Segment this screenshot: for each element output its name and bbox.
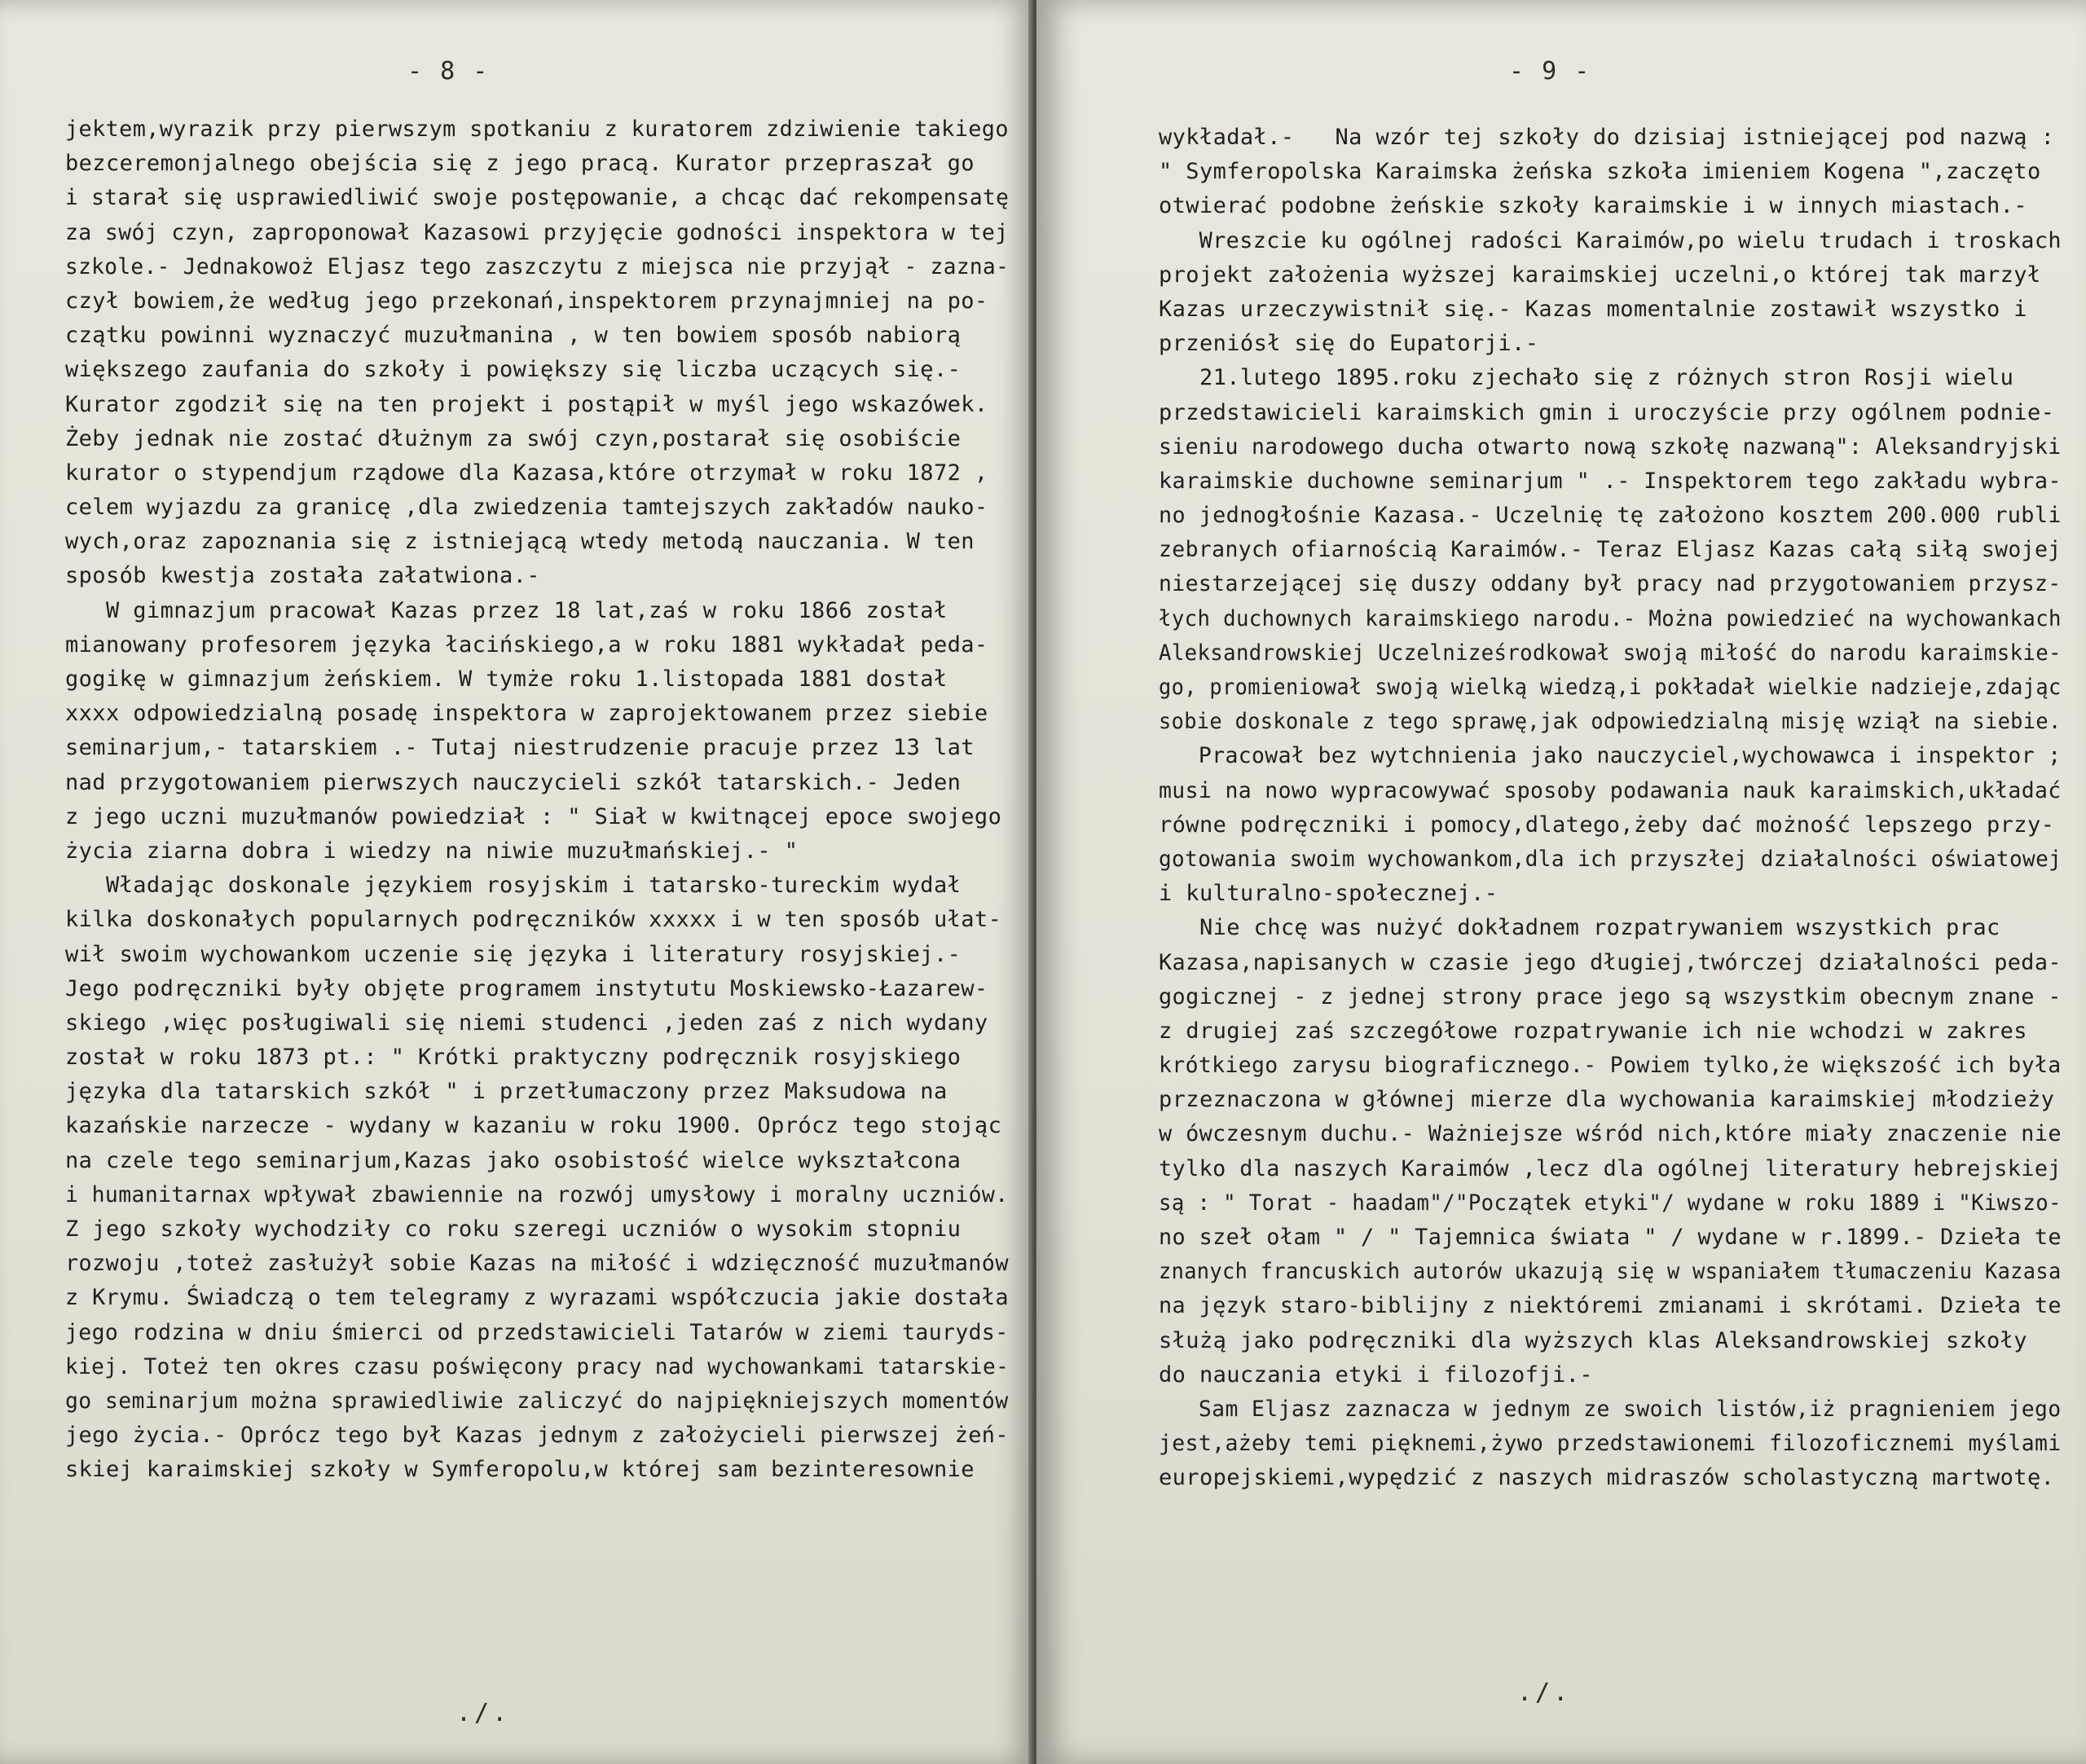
text-line: życia ziarna dobra i wiedzy na niwie muzułmańskiej.- ": [65, 838, 799, 864]
text-line: większego zaufania do szkoły i powiększy się liczba uczących się.-: [65, 357, 962, 383]
text-line: nad przygotowaniem pierwszych nauczycieli szkół tatarskich.- Jeden: [65, 769, 962, 795]
left-page: [0, 0, 1033, 1764]
text-line: rozwoju ,toteż zasłużył sobie Kazas na miłość i wdzięczność muzułmanów: [65, 1251, 1009, 1277]
text-line: Żeby jednak nie zostać dłużnym za swój czyn,postarał się osobiście: [65, 425, 962, 451]
text-line: kurator o stypendjum rządowe dla Kazasa,które otrzymał w roku 1872 ,: [65, 460, 988, 486]
text-line: tylko dla naszych Karaimów ,lecz dla ogólnej literatury hebrejskiej: [1159, 1155, 2062, 1181]
text-line: seminarjum,- tatarskiem .- Tutaj niestrudzenie pracuje przez 13 lat: [65, 735, 975, 761]
text-line: go, promieniował swoją wielką wiedzą,i pokładał wielkie nadzieje,zdając: [1159, 675, 2062, 700]
text-line: Aleksandrowskiej Uczelniześrodkował swoją miłość do narodu karaimskie-: [1159, 640, 2062, 666]
text-line: Wreszcie ku ogólnej radości Karaimów,po wielu trudach i troskach: [1159, 227, 2062, 253]
text-line: na czele tego seminarjum,Kazas jako osobistość wielce wykształcona: [65, 1147, 962, 1173]
text-line: kilka doskonałych popularnych podręczników xxxxx i w ten sposób ułat-: [65, 907, 1002, 933]
text-line: do nauczania etyki i filozofji.-: [1159, 1361, 1593, 1388]
text-line: karaimskie duchowne seminarjum " .- Inspektorem tego zakładu wybra-: [1159, 468, 2062, 494]
text-line: jego życia.- Oprócz tego był Kazas jednym z założycieli pierwszej żeń-: [65, 1423, 1009, 1449]
text-line: łych duchownych karaimskiego narodu.- Można powiedzieć na wychowankach: [1159, 605, 2062, 631]
text-line: niestarzejącej się duszy oddany był pracy nad przygotowaniem przysz-: [1159, 571, 2062, 597]
text-line: Kazas urzeczywistnił się.- Kazas momentalnie zostawił wszystko i: [1159, 296, 2027, 322]
text-line: go seminarjum można sprawiedliwie zaliczyć do najpiękniejszych momentów: [65, 1388, 1009, 1414]
text-line: przeznaczona w głównej mierze dla wychowania karaimskiej młodzieży: [1159, 1087, 2055, 1113]
text-line: wił swoim wychowankom uczenie się języka i literatury rosyjskiej.-: [65, 941, 962, 967]
text-line: mianowany profesorem języka łacińskiego,a w roku 1881 wykładał peda-: [65, 631, 988, 658]
text-line: no szeł ołam " / " Tajemnica świata " / wydane w r.1899.- Dzieła te: [1159, 1225, 2062, 1250]
text-line: Władając doskonale językiem rosyjskim i tatarsko-tureckim wydał: [65, 873, 962, 899]
right-page: [1036, 0, 2086, 1764]
text-line: W gimnazjum pracował Kazas przez 18 lat,zaś w roku 1866 został: [65, 597, 948, 623]
text-line: Kazasa,napisanych w czasie jego długiej,twórczej działalności peda-: [1159, 949, 2062, 975]
text-line: z drugiej zaś szczegółowe rozpatrywanie ich nie wchodzi w zakres: [1159, 1018, 2027, 1044]
text-line: są : " Torat - haadam"/"Początek etyki"/ wydane w roku 1889 i "Kiwszo-: [1159, 1190, 2062, 1216]
text-line: został w roku 1873 pt.: " Krótki praktyczny podręcznik rosyjskiego: [65, 1045, 962, 1071]
text-line: z Krymu. Świadczą o tem telegramy z wyrazami współczucia jakie dostała: [65, 1285, 1009, 1311]
text-line: Sam Eljasz zaznacza w jednym ze swoich listów,iż pragnieniem jego: [1159, 1396, 2062, 1422]
text-line: Z jego szkoły wychodziły co roku szeregi uczniów o wysokim stopniu: [65, 1216, 962, 1242]
text-line: w ówczesnym duchu.- Ważniejsze wśród nich,które miały znaczenie nie: [1159, 1121, 2062, 1147]
text-line: projekt założenia wyższej karaimskiej uczelni,o której tak marzył: [1159, 262, 2041, 288]
text-line: europejskiemi,wypędzić z naszych midraszów scholastyczną martwotę.: [1159, 1465, 2055, 1491]
text-line: no jednogłośnie Kazasa.- Uczelnię tę założono kosztem 200.000 rubli: [1159, 503, 2062, 529]
text-line: przeniósł się do Eupatorji.-: [1159, 331, 1539, 357]
text-line: " Symferopolska Karaimska żeńska szkoła imieniem Kogena ",zaczęto: [1159, 159, 2041, 185]
left-page-number: - 8 -: [407, 57, 490, 86]
text-line: kiej. Toteż ten okres czasu poświęcony pracy nad wychowankami tatarskie-: [65, 1353, 1010, 1379]
text-line: skiego ,więc posługiwali się niemi studenci ,jeden zaś z nich wydany: [65, 1010, 988, 1036]
text-line: sobie doskonale z tego sprawę,jak odpowiedzialną misję wziął na siebie.: [1159, 709, 2062, 735]
text-line: bezceremonjalnego obejścia się z jego pracą. Kurator przepraszał go: [65, 151, 975, 177]
text-line: szkole.- Jednakowoż Eljasz tego zaszczytu z miejsca nie przyjął - zazna-: [65, 253, 1010, 279]
right-page-body: [1159, 121, 2086, 1496]
text-line: i humanitarnax wpływał zbawiennie na rozwój umysłowy i moralny uczniów.: [65, 1181, 1009, 1208]
text-line: celem wyjazdu za granicę ,dla zwiedzenia tamtejszych zakładów nauko-: [65, 495, 988, 521]
text-line: Kurator zgodził się na ten projekt i postąpił w myśl jego wskazówek.: [65, 391, 988, 417]
text-line: przedstawicieli karaimskich gmin i uroczyście przy ogólnem podnie-: [1159, 399, 2055, 425]
left-page-body: [65, 112, 1033, 1488]
text-line: czątku powinni wyznaczyć muzułmanina , w ten bowiem sposób nabiorą: [65, 323, 962, 349]
right-page-number: - 9 -: [1509, 57, 1591, 86]
text-line: języka dla tatarskich szkół " i przetłumaczony przez Maksudowa na: [65, 1079, 948, 1105]
text-line: otwierać podobne żeńskie szkoły karaimskie i w innych miastach.-: [1159, 193, 2027, 219]
text-line: z jego uczni muzułmanów powiedział : " Siał w kwitnącej epoce swojego: [65, 803, 1002, 829]
text-line: skiej karaimskiej szkoły w Symferopolu,w której sam bezinteresownie: [65, 1457, 975, 1483]
text-line: znanych francuskich autorów ukazują się w wspaniałem tłumaczeniu Kazasa: [1159, 1259, 2062, 1285]
text-line: jektem,wyrazik przy pierwszym spotkaniu z kuratorem zdziwienie takiego: [65, 117, 1009, 142]
text-line: gogicznej - z jednej strony prace jego są wszystkim obecnym znane -: [1159, 983, 2062, 1010]
text-line: 21.lutego 1895.roku zjechało się z różnych stron Rosji wielu: [1159, 365, 2014, 391]
left-page-footer: ./.: [456, 1699, 511, 1727]
text-line: gotowania swoim wychowankom,dla ich przyszłej działalności oświatowej: [1159, 846, 2062, 872]
text-line: kazańskie narzecze - wydany w kazaniu w roku 1900. Oprócz tego stojąc: [65, 1113, 1002, 1139]
text-line: na język staro-biblijny z niektóremi zmianami i skrótami. Dzieła te: [1159, 1293, 2062, 1319]
text-line: sposób kwestja została załatwiona.-: [65, 563, 540, 589]
text-line: Jego podręczniki były objęte programem instytutu Moskiewsko-Łazarew-: [65, 975, 988, 1001]
text-line: za swój czyn, zaproponował Kazasowi przyjęcie godności inspektora w tej: [65, 219, 1009, 245]
text-line: gogikę w gimnazjum żeńskiem. W tymże roku 1.listopada 1881 dostał: [65, 666, 948, 692]
text-line: sieniu narodowego ducha otwarto nową szkołę nazwaną": Aleksandryjski: [1159, 433, 2062, 460]
text-line: Pracował bez wytchnienia jako nauczyciel,wychowawca i inspektor ;: [1159, 743, 2062, 769]
text-line: musi na nowo wypracowywać sposoby podawania nauk karaimskich,układać: [1159, 777, 2062, 803]
text-line: wych,oraz zapoznania się z istniejącą wtedy metodą nauczania. W ten: [65, 529, 975, 555]
text-line: jego rodzina w dniu śmierci od przedstawicieli Tatarów w ziemi tauryds-: [65, 1319, 1009, 1345]
text-line: zebranych ofiarnością Karaimów.- Teraz Eljasz Kazas całą siłą swojej: [1159, 537, 2062, 563]
text-line: czył bowiem,że według jego przekonań,inspektorem przynajmniej na po-: [65, 288, 988, 314]
text-line: jest,ażeby temi pięknemi,żywo przedstawionemi filozoficznemi myślami: [1159, 1431, 2062, 1457]
text-line: wykładał.- Na wzór tej szkoły do dzisiaj istniejącej pod nazwą :: [1159, 125, 2055, 150]
text-line: równe podręczniki i pomocy,dlatego,żeby dać możność lepszego przy-: [1159, 812, 2055, 838]
text-line: i kulturalno-społecznej.-: [1159, 881, 1498, 907]
text-line: xxxx odpowiedzialną posadę inspektora w zaprojektowanem przez siebie: [65, 701, 988, 727]
text-line: Nie chcę was nużyć dokładnem rozpatrywaniem wszystkich prac: [1159, 915, 2000, 941]
right-page-footer: ./.: [1517, 1678, 1572, 1707]
text-line: i starał się usprawiedliwić swoje postępowanie, a chcąc dać rekompensatę: [65, 185, 1010, 211]
text-line: krótkiego zarysu biograficznego.- Powiem tylko,że większość ich była: [1159, 1053, 2062, 1079]
text-line: służą jako podręczniki dla wyższych klas Aleksandrowskiej szkoły: [1159, 1327, 2027, 1353]
